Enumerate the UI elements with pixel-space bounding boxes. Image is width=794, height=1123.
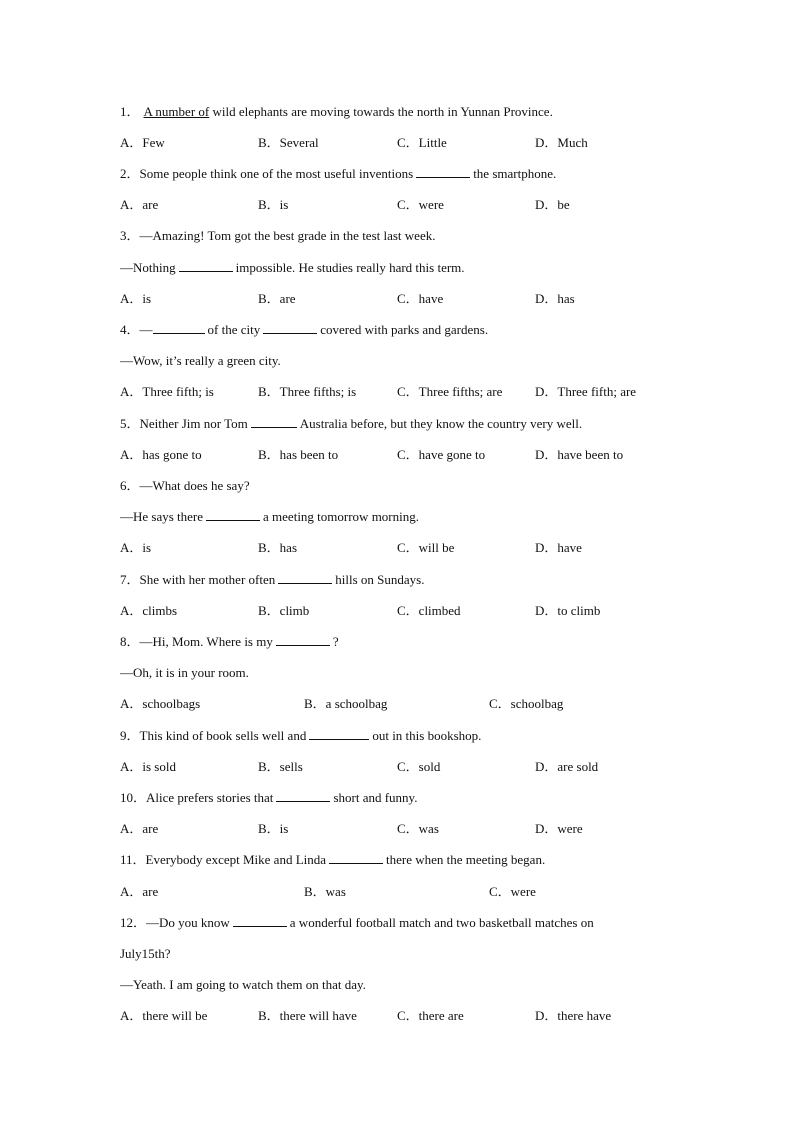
option-a[interactable]: A．is sold <box>120 759 176 774</box>
option-a[interactable]: A．are <box>120 197 159 212</box>
answer-blank <box>263 322 317 334</box>
option-a[interactable]: A．Three fifth; is <box>120 384 214 399</box>
option-b[interactable]: B．are <box>258 291 296 306</box>
answer-blank <box>309 728 369 740</box>
answer-blank <box>416 166 470 178</box>
option-c[interactable]: C．Three fifths; are <box>397 384 503 399</box>
question-7-stem: 7．She with her mother often hills on Sundays. <box>120 572 425 587</box>
option-d[interactable]: D．to climb <box>535 603 601 618</box>
answer-blank <box>206 509 260 521</box>
option-a[interactable]: A．is <box>120 540 152 555</box>
question-6-options <box>120 540 680 556</box>
question-10-options <box>120 821 680 837</box>
option-a[interactable]: A．are <box>120 884 159 899</box>
option-d[interactable]: D．were <box>535 821 583 836</box>
option-d[interactable]: D．Much <box>535 135 588 150</box>
option-b[interactable]: B．Three fifths; is <box>258 384 357 399</box>
question-2-stem: 2．Some people think one of the most useful inventions the smartphone. <box>120 166 557 181</box>
answer-blank <box>278 572 332 584</box>
option-a[interactable]: A．are <box>120 821 159 836</box>
option-b[interactable]: B．is <box>258 821 289 836</box>
question-4-reply: —Wow, it’s really a green city. <box>120 353 281 368</box>
question-12-stem-continued: July15th? <box>120 946 171 961</box>
option-c[interactable]: C．have gone to <box>397 447 486 462</box>
answer-blank <box>251 416 297 428</box>
option-a[interactable]: A．climbs <box>120 603 178 618</box>
answer-blank <box>276 790 330 802</box>
option-a[interactable]: A．there will be <box>120 1008 208 1023</box>
answer-blank <box>329 852 383 864</box>
question-5-stem: 5．Neither Jim nor Tom Australia before, but they know the country very well. <box>120 416 583 431</box>
option-d[interactable]: D．are sold <box>535 759 599 774</box>
option-c[interactable]: C．will be <box>397 540 455 555</box>
option-d[interactable]: D．have been to <box>535 447 624 462</box>
option-b[interactable]: B．a schoolbag <box>304 696 388 711</box>
question-1-options <box>120 135 680 151</box>
question-3-options <box>120 291 680 307</box>
question-12-stem: 12．—Do you know a wonderful football match and two basketball matches on <box>120 915 594 930</box>
question-5-options <box>120 447 680 463</box>
question-8-reply: —Oh, it is in your room. <box>120 665 249 680</box>
option-c[interactable]: C．were <box>489 884 536 899</box>
question-2-options <box>120 197 680 213</box>
question-6-reply: —He says there a meeting tomorrow morning. <box>120 509 419 524</box>
option-c[interactable]: C．climbed <box>397 603 461 618</box>
option-b[interactable]: B．sells <box>258 759 303 774</box>
option-b[interactable]: B．is <box>258 197 289 212</box>
question-8-options <box>120 696 680 712</box>
option-b[interactable]: B．was <box>304 884 346 899</box>
answer-blank <box>153 322 205 334</box>
option-d[interactable]: D．have <box>535 540 582 555</box>
question-1-stem: 1． A number of wild elephants are moving towards the north in Yunnan Province. <box>120 104 553 119</box>
option-d[interactable]: D．has <box>535 291 575 306</box>
question-9-stem: 9．This kind of book sells well and out in this bookshop. <box>120 728 482 743</box>
question-11-options <box>120 884 680 900</box>
option-d[interactable]: D．be <box>535 197 570 212</box>
question-12-options <box>120 1008 680 1024</box>
answer-blank <box>233 915 287 927</box>
option-b[interactable]: B．has been to <box>258 447 339 462</box>
question-8-stem: 8．—Hi, Mom. Where is my ? <box>120 634 339 649</box>
answer-blank <box>179 260 233 272</box>
question-9-options <box>120 759 680 775</box>
option-c[interactable]: C．were <box>397 197 444 212</box>
option-a[interactable]: A．schoolbags <box>120 696 201 711</box>
option-c[interactable]: C．sold <box>397 759 441 774</box>
question-7-options <box>120 603 680 619</box>
question-11-stem: 11．Everybody except Mike and Linda there when the meeting began. <box>120 852 546 867</box>
option-b[interactable]: B．Several <box>258 135 319 150</box>
question-10-stem: 10．Alice prefers stories that short and funny. <box>120 790 418 805</box>
option-c[interactable]: C．there are <box>397 1008 464 1023</box>
question-12-reply: —Yeath. I am going to watch them on that day. <box>120 977 366 992</box>
question-3-stem: 3．—Amazing! Tom got the best grade in the test last week. <box>120 228 436 243</box>
question-6-stem: 6．—What does he say? <box>120 478 250 493</box>
option-a[interactable]: A．has gone to <box>120 447 202 462</box>
option-a[interactable]: A．Few <box>120 135 165 150</box>
option-d[interactable]: D．there have <box>535 1008 612 1023</box>
question-4-options <box>120 384 680 400</box>
option-b[interactable]: B．climb <box>258 603 310 618</box>
option-c[interactable]: C．schoolbag <box>489 696 564 711</box>
option-b[interactable]: B．has <box>258 540 298 555</box>
option-d[interactable]: D．Three fifth; are <box>535 384 637 399</box>
question-3-reply: —Nothing impossible. He studies really hard this term. <box>120 260 465 275</box>
option-c[interactable]: C．was <box>397 821 439 836</box>
option-a[interactable]: A．is <box>120 291 152 306</box>
option-c[interactable]: C．Little <box>397 135 447 150</box>
question-4-stem: 4．— of the city covered with parks and gardens. <box>120 322 489 337</box>
answer-blank <box>276 634 330 646</box>
underlined-phrase: A number of <box>143 104 210 119</box>
option-c[interactable]: C．have <box>397 291 444 306</box>
option-b[interactable]: B．there will have <box>258 1008 357 1023</box>
